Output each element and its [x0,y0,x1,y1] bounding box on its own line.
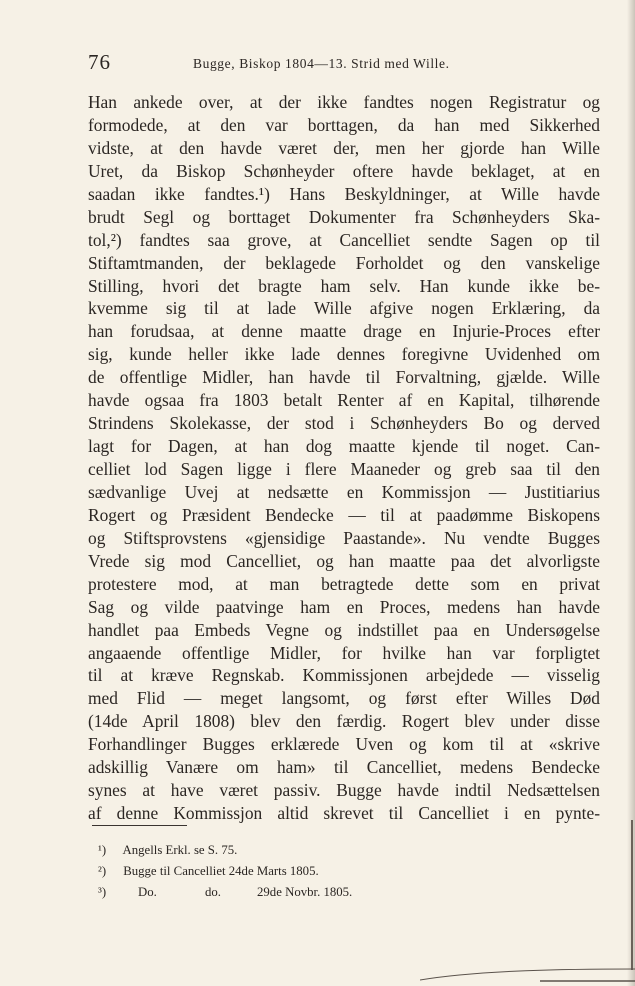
text-line: havde ogsaa fra 1803 betalt Renter af en Kapital, tilhørende [88,390,600,411]
footnote [98,861,518,882]
footnote [98,882,518,903]
text-line: Rogert og Præsident Bendecke — til at paadømme Biskopens [88,504,600,525]
footnote-text: 29de Novbr. 1805. [257,885,353,899]
page-edge-line [631,820,633,970]
text-line: kvemme sig til at lade Wille afgive nogen Erklæring, da [88,298,600,319]
text-line: tol,²) fandtes saa grove, at Cancelliet sendte Sagen op til [88,229,600,250]
footnote [98,840,518,861]
text-line: de offentlige Midler, han havde til Forvaltning, gjælde. Wille [88,367,600,388]
text-line: protestere mod, at man betragtede dette som en privat [88,573,600,594]
text-line: Stiftamtmanden, der beklagede Forholdet og den vanskelige [88,252,600,273]
text-line: sig, kunde heller ikke lade dennes foregivne Uvidenhed om [88,344,600,365]
text-line: adskillig Vanære om ham» til Cancelliet, medens Bendecke [88,757,600,778]
text-line: han forudsaa, at denne maatte drage en Injurie-Proces efter [88,321,600,342]
text-line: formodede, at den var borttagen, da han med Sikkerhed [88,114,600,135]
text-line: lagt for Dagen, at han dog maatte kjende til noget. Can- [88,436,600,457]
footnote-ditto: Do. [138,885,157,899]
text-line: Han ankede over, at der ikke fandtes nogen Registratur og [88,92,600,112]
text-line: af denne Kommissjon altid skrevet til Cancelliet i en pynte- [88,803,600,824]
text-line: Vrede sig mod Cancelliet, og han maatte paa det alvorligste [88,550,600,571]
text-line: synes at have været passiv. Bugge havde indtil Nedsættelsen [88,780,600,801]
footnote-text: Angells Erkl. se S. 75. [122,843,238,857]
footnote-mark: ¹) [98,843,107,857]
page-number: 76 [88,50,111,74]
text-line: Strindens Skolekasse, der stod i Schønheyders Bo og derved [88,413,600,434]
text-line: saadan ikke fandtes.¹) Hans Beskyldninger, at Wille havde [88,183,600,204]
text-line: Stilling, hvori det bragte ham selv. Han kunde ikke be- [88,275,600,296]
footnote-ditto: do. [205,885,221,899]
footnote-mark: ³) [98,885,107,899]
page-header [88,50,598,74]
text-line: sædvanlige Uvej at nedsætte en Kommissjon — Justitiarius [88,481,600,502]
text-line: og Stiftsprovstens «gjensidige Paastande». Nu vendte Bugges [88,527,600,548]
text-line: Sag og vilde paatvinge ham en Proces, medens han havde [88,596,600,617]
footnote-text: Bugge til Cancelliet 24de Marts 1805. [123,864,319,878]
text-line: Forhandlinger Bugges erklærede Uven og kom til at «skrive [88,734,600,755]
text-line: vidste, at den havde været der, men her gjorde han Wille [88,137,600,158]
text-line: (14de April 1808) blev den færdig. Rogert blev under disse [88,711,600,732]
text-line: angaaende offentlige Midler, for hvilke han var forpligtet [88,642,600,663]
text-line: til at kræve Regnskab. Kommissjonen arbejdede — visselig [88,665,600,686]
footnote-mark: ²) [98,864,107,878]
text-line: med Flid — meget langsomt, og først efter Willes Død [88,688,600,709]
text-line: brudt Segl og borttaget Dokumenter fra Schønheyders Ska- [88,206,600,227]
footnotes [98,840,518,903]
body-text [88,91,600,825]
text-line: Uret, da Biskop Schønheyder oftere havde beklaget, at en [88,160,600,181]
running-head: Bugge, Biskop 1804—13. Strid med Wille. [193,56,450,71]
text-line: handlet paa Embeds Vegne og indstillet paa en Undersøgelse [88,619,600,640]
footnote-divider [92,825,187,826]
page-corner-curl [420,968,635,982]
text-line: celliet lod Sagen ligge i flere Maaneder og greb saa til den [88,459,600,479]
